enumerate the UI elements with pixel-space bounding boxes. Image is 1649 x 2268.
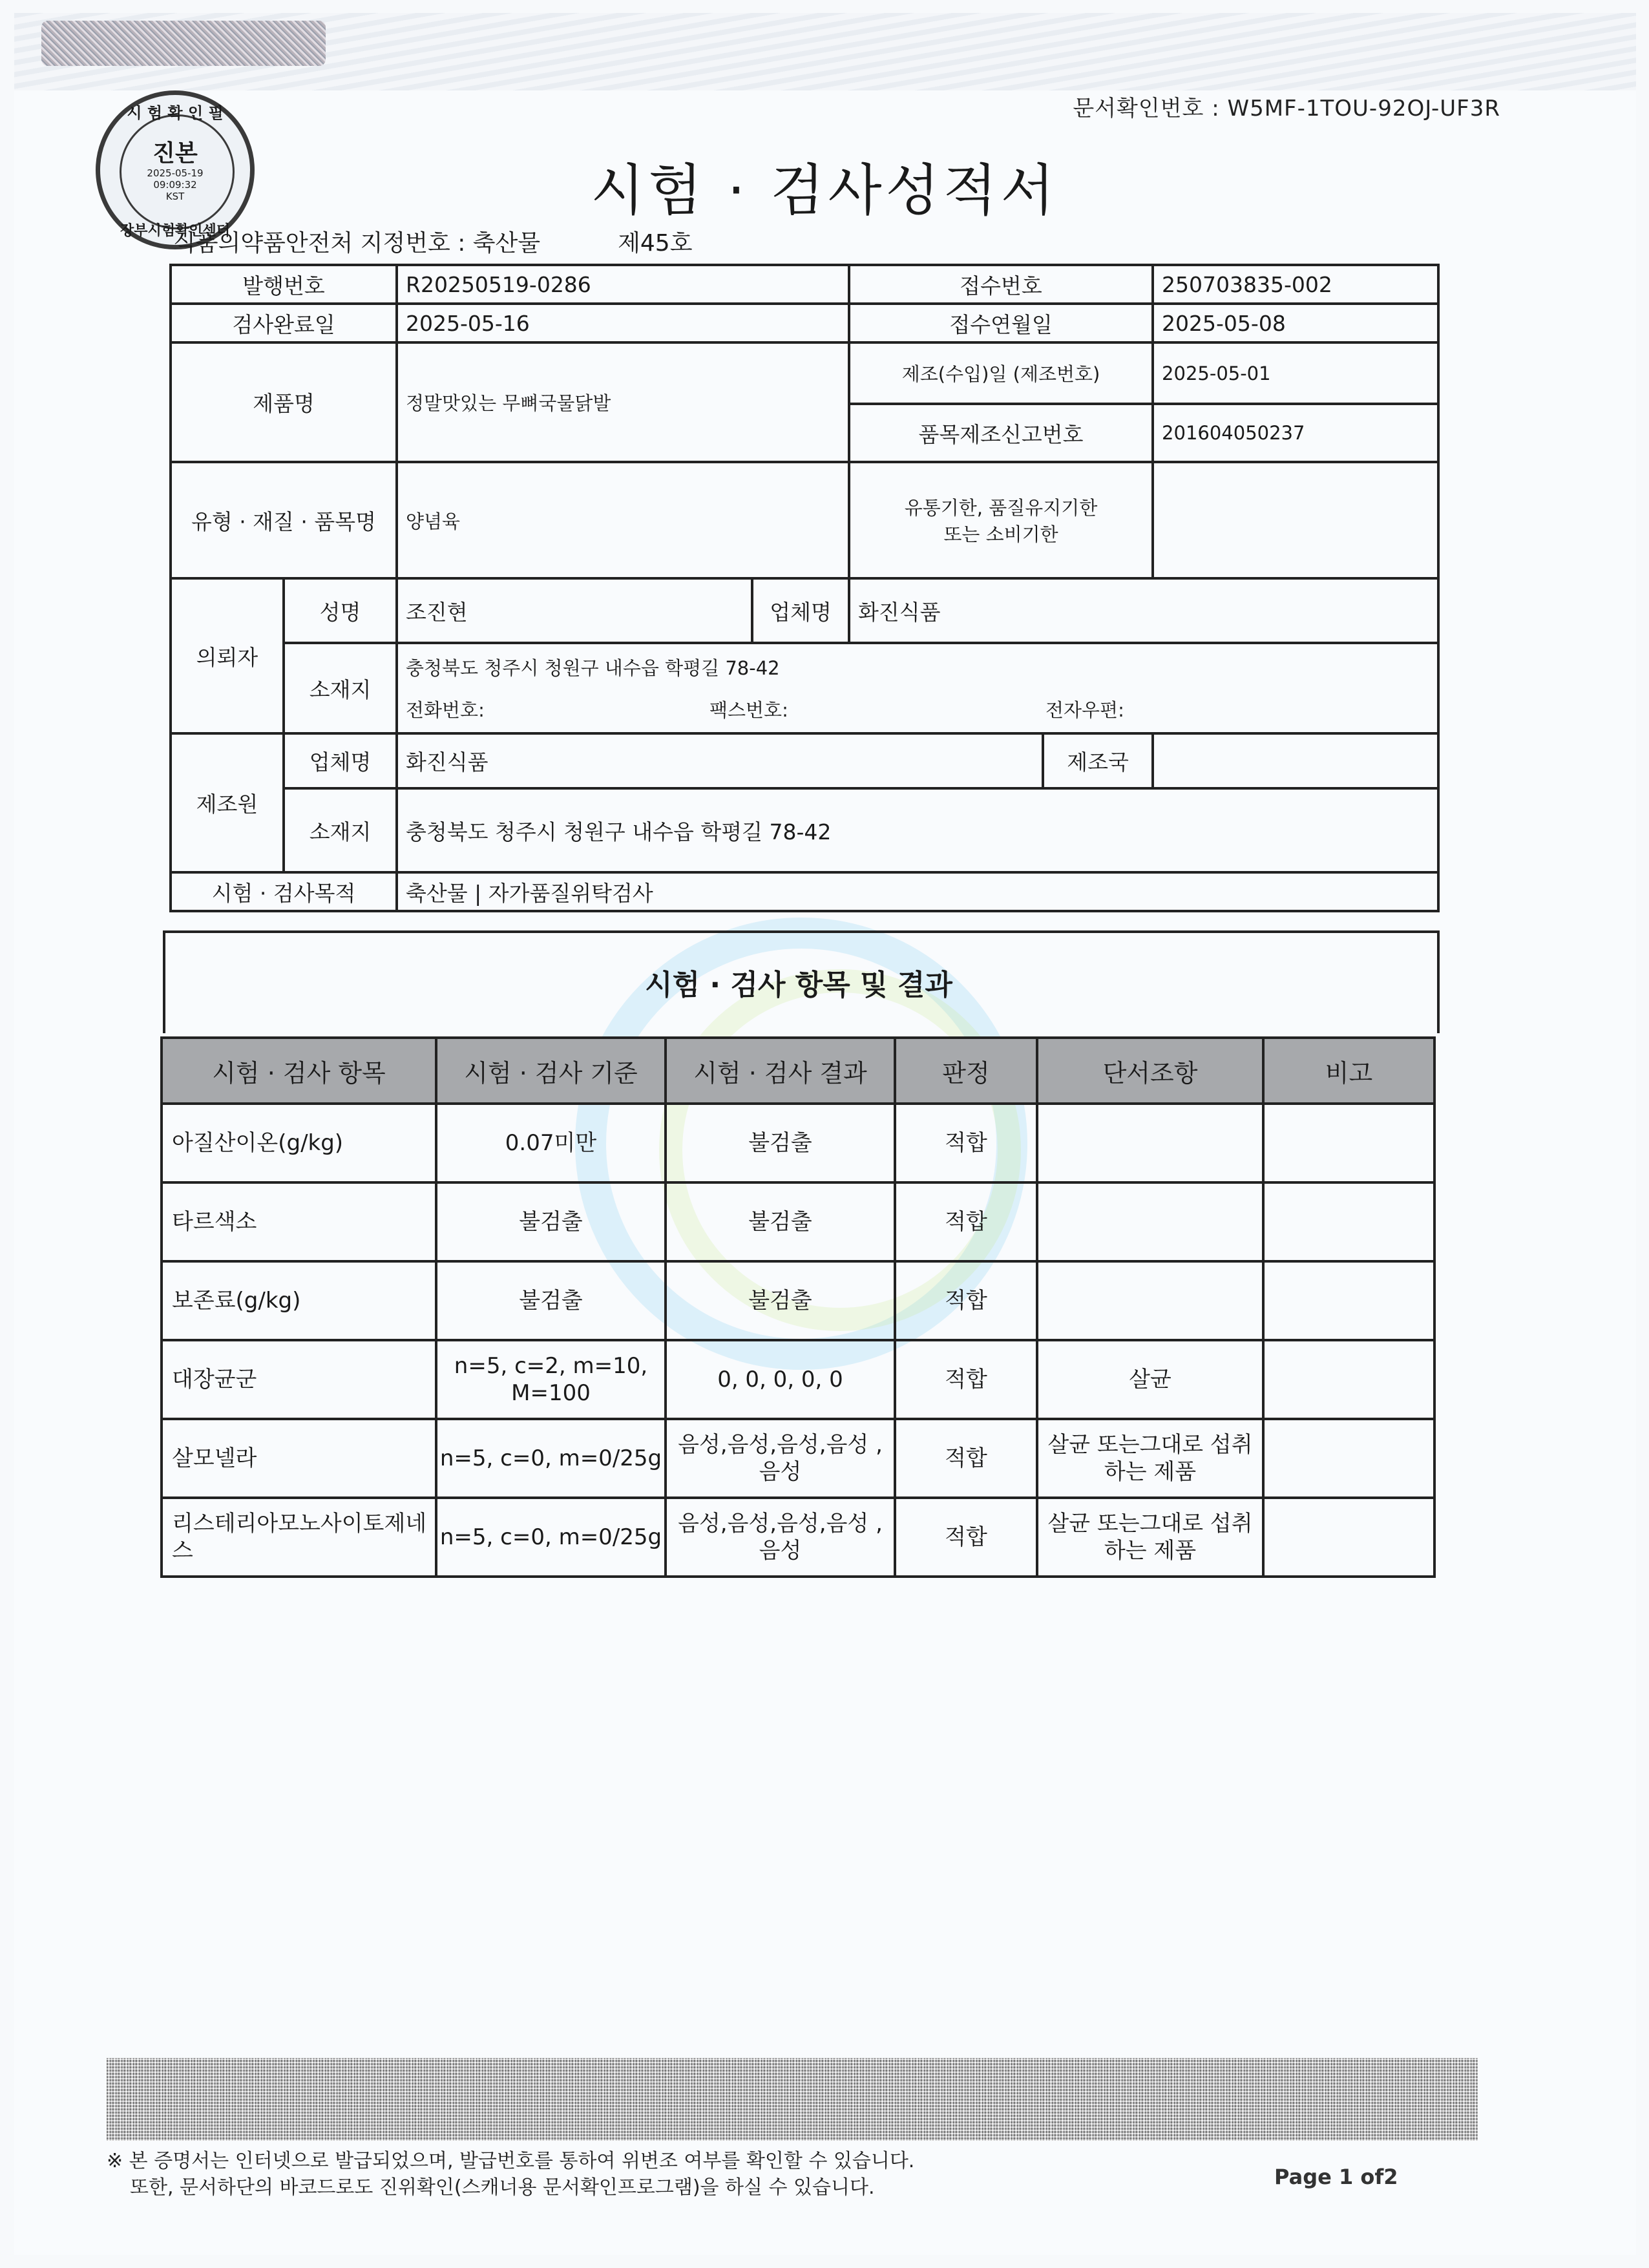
header-proviso: 단서조항 <box>1037 1038 1263 1104</box>
cell-note <box>1263 1419 1434 1498</box>
table-row <box>162 1419 1434 1498</box>
client-address-label: 소재지 <box>284 643 397 733</box>
table-row <box>162 1340 1434 1419</box>
cell-result: 불검출 <box>666 1104 895 1182</box>
phone-label: 전화번호: <box>406 699 485 721</box>
cell-standard: 0.07미만 <box>436 1104 666 1182</box>
client-label: 의뢰자 <box>171 578 284 733</box>
cell-proviso <box>1037 1261 1263 1340</box>
report-no-value: 201604050237 <box>1153 404 1438 462</box>
cell-judgement: 적합 <box>895 1498 1037 1577</box>
client-company-label: 업체명 <box>752 578 849 643</box>
report-info-table <box>169 264 1440 912</box>
cell-item: 살모넬라 <box>162 1419 436 1498</box>
document-verification-number: 문서확인번호 : W5MF-1TOU-92OJ-UF3R <box>1073 96 1500 121</box>
header-result: 시험 · 검사 결과 <box>666 1038 895 1104</box>
client-contact-row <box>406 696 1429 722</box>
issue-no-label: 발행번호 <box>171 265 397 304</box>
seal-top-text: 시 험 확 인 필 <box>127 104 224 122</box>
cell-note <box>1263 1182 1434 1261</box>
footer-note <box>107 2148 914 2201</box>
cell-note <box>1263 1498 1434 1577</box>
cell-result: 0, 0, 0, 0, 0 <box>666 1340 895 1419</box>
email-label: 전자우편: <box>1045 699 1124 721</box>
receipt-date-label: 접수연월일 <box>849 304 1153 342</box>
cell-judgement: 적합 <box>895 1261 1037 1340</box>
mfr-country-value <box>1153 733 1438 788</box>
cell-proviso: 살균 또는그대로 섭취하는 제품 <box>1037 1419 1263 1498</box>
receipt-no-label: 접수번호 <box>849 265 1153 304</box>
client-company-value: 화진식품 <box>849 578 1438 643</box>
cell-proviso: 살균 또는그대로 섭취하는 제품 <box>1037 1498 1263 1577</box>
client-name-label: 성명 <box>284 578 397 643</box>
designation-label: 식품의약품안전처 지정번호 : 축산물 <box>173 230 541 257</box>
expiry-label-line2: 또는 소비기한 <box>943 523 1058 545</box>
receipt-no-value: 250703835-002 <box>1153 265 1438 304</box>
footer-line2: 또한, 문서하단의 바코드로도 진위확인(스캐너용 문서확인프로그램)을 하실 수 있습니다. <box>130 2176 875 2199</box>
seal-timezone: KST <box>165 191 185 202</box>
type-label: 유형 · 재질 · 품목명 <box>171 462 397 578</box>
purpose-label: 시험 · 검사목적 <box>171 872 397 911</box>
page-title: 시험 · 검사성적서 <box>591 158 1058 223</box>
report-no-label: 품목제조신고번호 <box>849 404 1153 462</box>
results-section-title: 시험 · 검사 항목 및 결과 <box>645 969 952 1002</box>
cell-standard: 불검출 <box>436 1261 666 1340</box>
designation-value: 제45호 <box>618 230 693 257</box>
cell-judgement: 적합 <box>895 1340 1037 1419</box>
product-name-value: 정말맛있는 무뼈국물닭발 <box>397 342 849 462</box>
expiry-value <box>1153 462 1438 578</box>
issue-no-value: R20250519-0286 <box>397 265 849 304</box>
cell-result: 음성,음성,음성,음성 ,음성 <box>666 1498 895 1577</box>
cell-judgement: 적합 <box>895 1104 1037 1182</box>
cell-standard: n=5, c=0, m=0/25g <box>436 1419 666 1498</box>
cell-item: 보존료(g/kg) <box>162 1261 436 1340</box>
cell-result: 불검출 <box>666 1261 895 1340</box>
cell-item: 타르색소 <box>162 1182 436 1261</box>
cell-item: 대장균군 <box>162 1340 436 1419</box>
table-row <box>162 1104 1434 1182</box>
verification-barcode-overlay <box>107 2058 1478 2141</box>
header-note: 비고 <box>1263 1038 1434 1104</box>
mfr-address-value: 충청북도 청주시 청원구 내수읍 학평길 78-42 <box>397 788 1438 872</box>
cell-standard: n=5, c=2, m=10, M=100 <box>436 1340 666 1419</box>
expiry-label <box>849 462 1153 578</box>
footer-line1: ※ 본 증명서는 인터넷으로 발급되었으며, 발급번호를 통하여 위변조 여부를 확인할 수 있습니다. <box>107 2150 915 2172</box>
seal-main-text: 진본 <box>152 140 198 167</box>
cell-item: 아질산이온(g/kg) <box>162 1104 436 1182</box>
mfr-address-label: 소재지 <box>284 788 397 872</box>
cell-judgement: 적합 <box>895 1182 1037 1261</box>
header-judgement: 판정 <box>895 1038 1037 1104</box>
completion-date-label: 검사완료일 <box>171 304 397 342</box>
cell-result: 음성,음성,음성,음성 ,음성 <box>666 1419 895 1498</box>
results-table <box>160 1036 1436 1578</box>
manufacturer-label: 제조원 <box>171 733 284 872</box>
cell-standard: n=5, c=0, m=0/25g <box>436 1498 666 1577</box>
receipt-date-value: 2025-05-08 <box>1153 304 1438 342</box>
fax-label: 팩스번호: <box>709 699 788 721</box>
expiry-label-line1: 유통기한, 품질유지기한 <box>904 497 1098 519</box>
cell-standard: 불검출 <box>436 1182 666 1261</box>
header-item: 시험 · 검사 항목 <box>162 1038 436 1104</box>
designation-number <box>173 225 692 258</box>
seal-bottom-text: 장부시험확인센터 <box>120 223 231 239</box>
product-name-label: 제품명 <box>171 342 397 462</box>
purpose-value: 축산물 | 자가품질위탁검사 <box>397 872 1438 911</box>
cell-result: 불검출 <box>666 1182 895 1261</box>
mfr-company-label: 업체명 <box>284 733 397 788</box>
table-row <box>162 1261 1434 1340</box>
page-number: Page 1 of2 <box>1274 2165 1398 2189</box>
mfg-date-label: 제조(수입)일 (제조번호) <box>849 342 1153 404</box>
client-address-value: 충청북도 청주시 청원구 내수읍 학평길 78-42 <box>406 657 780 679</box>
seal-date: 2025-05-19 <box>147 167 204 179</box>
cell-proviso: 살균 <box>1037 1340 1263 1419</box>
cell-proviso <box>1037 1104 1263 1182</box>
cell-note <box>1263 1104 1434 1182</box>
seal-time: 09:09:32 <box>153 179 197 191</box>
client-name-value: 조진현 <box>397 578 752 643</box>
header-standard: 시험 · 검사 기준 <box>436 1038 666 1104</box>
security-noise-pattern <box>41 21 326 66</box>
client-address-block <box>397 643 1438 733</box>
cell-proviso <box>1037 1182 1263 1261</box>
type-value: 양념육 <box>397 462 849 578</box>
mfg-date-value: 2025-05-01 <box>1153 342 1438 404</box>
mfr-country-label: 제조국 <box>1043 733 1153 788</box>
cell-note <box>1263 1261 1434 1340</box>
security-band <box>14 13 1636 90</box>
table-row <box>162 1182 1434 1261</box>
cell-note <box>1263 1340 1434 1419</box>
completion-date-value: 2025-05-16 <box>397 304 849 342</box>
cell-judgement: 적합 <box>895 1419 1037 1498</box>
mfr-company-value: 화진식품 <box>397 733 1043 788</box>
cell-item: 리스테리아모노사이토제네스 <box>162 1498 436 1577</box>
table-row <box>162 1498 1434 1577</box>
